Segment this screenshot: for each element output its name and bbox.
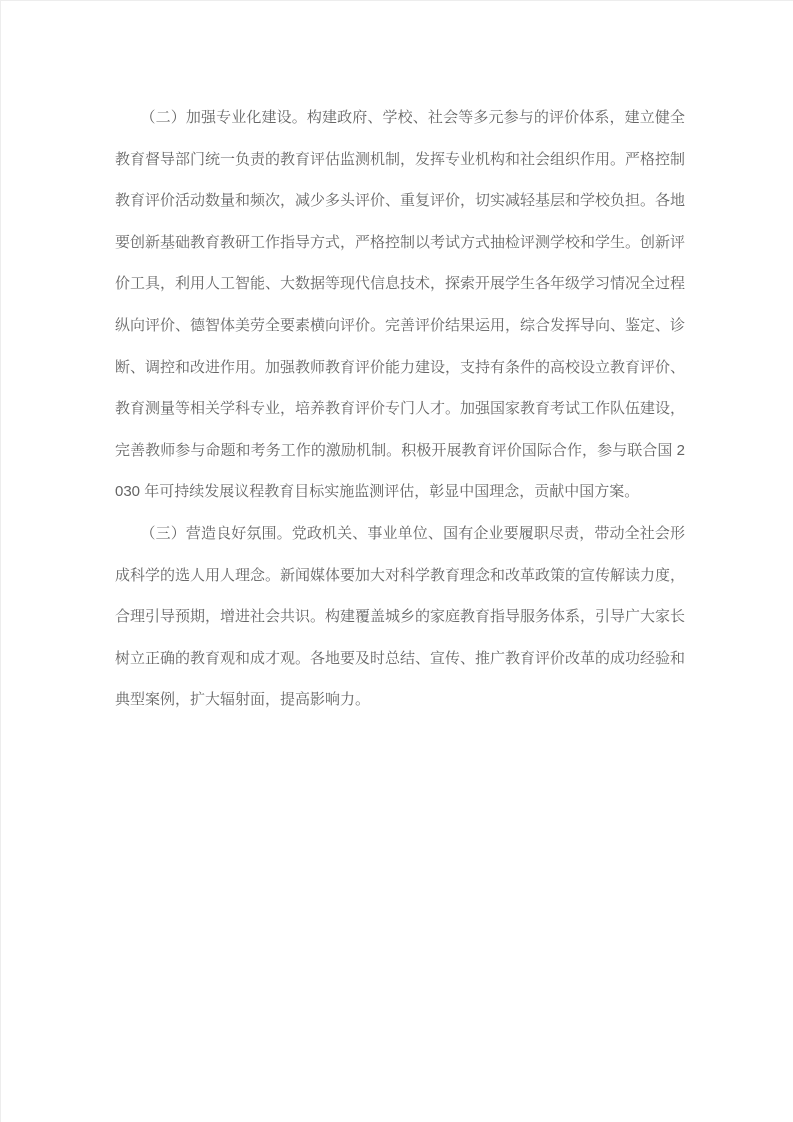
text-line: 合理引导预期，增进社会共识。构建覆盖城乡的家庭教育指导服务体系，引导广大家长 [115, 608, 686, 626]
text-line: 典型案例，扩大辐射面，提高影响力。 [115, 691, 371, 709]
document-content [115, 1, 685, 721]
paragraph [115, 513, 685, 721]
text-line: 成科学的选人用人理念。新闻媒体要加大对科学教育理念和改革政策的宣传解读力度， [115, 566, 686, 584]
text-line: 价工具，利用人工智能、大数据等现代信息技术，探索开展学生各年级学习情况全过程 [115, 275, 686, 293]
text-line: 完善教师参与命题和考务工作的激励机制。积极开展教育评价国际合作，参与联合国 2 [115, 441, 685, 459]
text-line: （二）加强专业化建设。构建政府、学校、社会等多元参与的评价体系，建立健全 [140, 109, 685, 126]
text-line: 教育督导部门统一负责的教育评估监测机制，发挥专业机构和社会组织作用。严格控制 [115, 150, 686, 168]
paragraph [115, 97, 685, 513]
text-line: 教育测量等相关学科专业，培养教育评价专门人才。加强国家教育考试工作队伍建设， [115, 400, 686, 418]
text-line: 断、调控和改进作用。加强教师教育评价能力建设，支持有条件的高校设立教育评价、 [115, 358, 686, 376]
text-line: 树立正确的教育观和成才观。各地要及时总结、宣传、推广教育评价改革的成功经验和 [115, 649, 686, 667]
text-line: 要创新基础教育教研工作指导方式，严格控制以考试方式抽检评测学校和学生。创新评 [115, 233, 686, 251]
text-line: 纵向评价、德智体美劳全要素横向评价。完善评价结果运用，综合发挥导向、鉴定、诊 [115, 316, 686, 334]
text-line: 030 年可持续发展议程教育目标实施监测评估，彰显中国理念，贡献中国方案。 [115, 483, 640, 501]
text-line: 教育评价活动数量和频次，减少多头评价、重复评价，切实减轻基层和学校负担。各地 [115, 192, 686, 210]
text-line: （三）营造良好氛围。党政机关、事业单位、国有企业要履职尽责，带动全社会形 [140, 524, 685, 542]
